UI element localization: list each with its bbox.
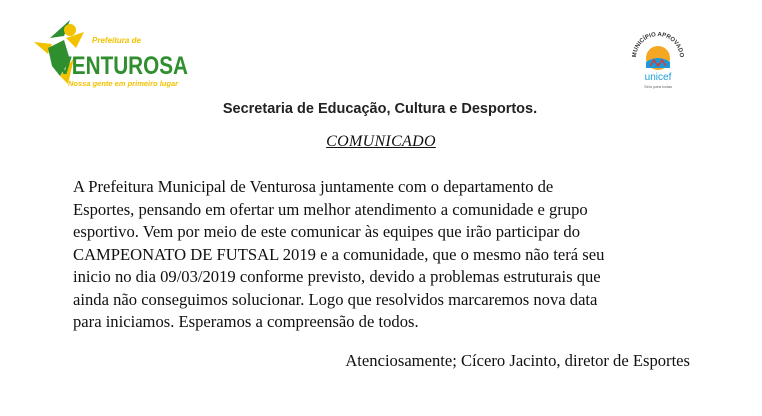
unicef-seal-logo: [628, 28, 688, 94]
seal-arc-text: MUNICÍPIO APROVADO: [631, 31, 685, 58]
notice-line: CAMPEONATO DE FUTSAL 2019 e a comunidade, que o mesmo não terá seu: [73, 244, 605, 264]
signature: Atenciosamente; Cícero Jacinto, diretor de Esportes: [345, 351, 690, 370]
logo-name: VENTUROSA: [58, 52, 188, 80]
notice-line: ainda não conseguimos solucionar. Logo que resolvidos marcaremos nova data: [73, 289, 598, 309]
seal-brand: unicef: [644, 72, 672, 83]
notice-line: esportivo. Vem por meio de este comunicar às equipes que irão participar do: [73, 222, 581, 241]
notice-title: COMUNICADO: [326, 133, 436, 150]
logo-small-text: Prefeitura de: [92, 36, 141, 45]
notice-line: para iniciamos. Esperamos a compreensão de todos.: [73, 312, 419, 331]
notice-line: inicio no dia 09/03/2019 conforme previsto, devido a problemas estruturais que: [73, 267, 601, 286]
notice-line: A Prefeitura Municipal de Venturosa juntamente com o departamento de: [73, 177, 554, 196]
notice-body: [73, 176, 693, 334]
notice-line: Esportes, pensando em ofertar um melhor atendimento a comunidade e grupo: [73, 199, 588, 219]
venturosa-logo: [30, 14, 195, 94]
seal-tagline: Selo para todas: [643, 84, 673, 89]
department-heading: Secretaria de Educação, Cultura e Desportos.: [222, 101, 538, 117]
logo-slogan: Nossa gente em primeiro lugar: [68, 79, 179, 88]
